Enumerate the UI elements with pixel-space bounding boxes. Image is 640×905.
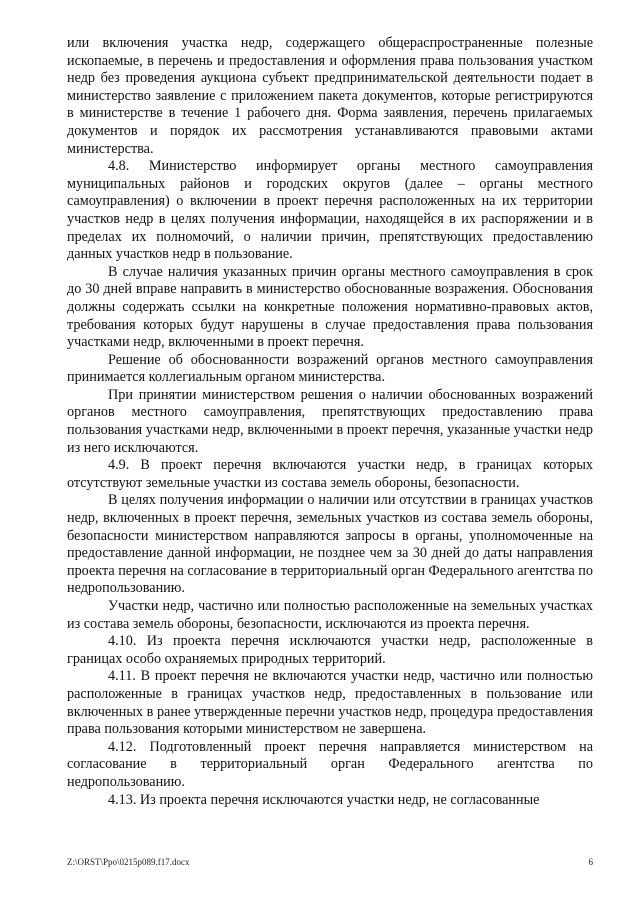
- paragraph-4-8-decision: Решение об обоснованности возражений органов местного самоуправления принимается коллегиальным органом министерства.: [67, 351, 593, 386]
- footer-file-path: Z:\ORST\Ppo\0215p089.f17.docx: [67, 857, 190, 867]
- page-number: 6: [588, 857, 593, 867]
- paragraph-4-12: 4.12. Подготовленный проект перечня направляется министерством на согласование в территориальный орган Федерального агентства по недропользованию.: [67, 738, 593, 790]
- paragraph-4-9-exclusion: Участки недр, частично или полностью расположенные на земельных участках из состава земель обороны, безопасности, исключаются из проекта перечня.: [67, 598, 593, 632]
- paragraph-4-8-acceptance: При принятии министерством решения о наличии обоснованных возражений органов местного самоуправления, препятствующих предоставлению права пользования участками недр, включенными в проект перечня, указанные участки недр из него исключаются.: [67, 386, 593, 456]
- paragraph-4-8-reasons: В случае наличия указанных причин органы местного самоуправления в срок до 30 дней вправе направить в министерство обоснованные возражения. Обоснования должны содержать ссылки на конкретные положения нормативно-правовых актов, требования которых будут нарушены в случае предоставления права пользования участками недр, включенными в проект перечня.: [67, 263, 593, 351]
- paragraph-continued: или включения участка недр, содержащего общераспространенные полезные ископаемые, в перечень и предоставления и оформления права пользования участком недр без проведения аукциона субъект предпринимательской деятельности подает в министерство заявление с приложением пакета документов, которые регистрируются в министерстве в течение 1 рабочего дня. Форма заявления, перечень прилагаемых документов и порядок их рассмотрения устанавливаются правовыми актами министерства.: [67, 35, 593, 157]
- paragraph-4-9-requests: В целях получения информации о наличии или отсутствии в границах участков недр, включенных в проект перечня, земельных участков из состава земель обороны, безопасности министерством направляются запросы в органы, уполномоченные на предоставление данной информации, не позднее чем за 30 дней до даты направления проекта перечня на согласование в территориальный орган Федерального агентства по недропользованию.: [67, 492, 593, 597]
- paragraph-4-9: 4.9. В проект перечня включаются участки недр, в границах которых отсутствуют земельные участки из состава земель обороны, безопасности.: [67, 457, 593, 491]
- paragraph-4-13: 4.13. Из проекта перечня исключаются участки недр, не согласованные: [108, 791, 540, 808]
- paragraph-4-10: 4.10. Из проекта перечня исключаются участки недр, расположенные в границах особо охраняемых природных территорий.: [67, 633, 593, 667]
- paragraph-4-8: 4.8. Министерство информирует органы местного самоуправления муниципальных районов и городских округов (далее – органы местного самоуправления) о включении в проект перечня расположенных на их территории участков недр в целях получения информации, находящейся в их распоряжении и в пределах их полномочий, о наличии причин, препятствующих предоставлению данных участков недр в пользование.: [67, 158, 593, 263]
- document-body: [67, 35, 593, 809]
- paragraph-4-11: 4.11. В проект перечня не включаются участки недр, частично или полностью расположенные в границах участков недр, предоставленных в пользование или включенных в ранее утвержденные перечни участков недр, процедура предоставления права пользования которыми министерством не завершена.: [67, 668, 593, 738]
